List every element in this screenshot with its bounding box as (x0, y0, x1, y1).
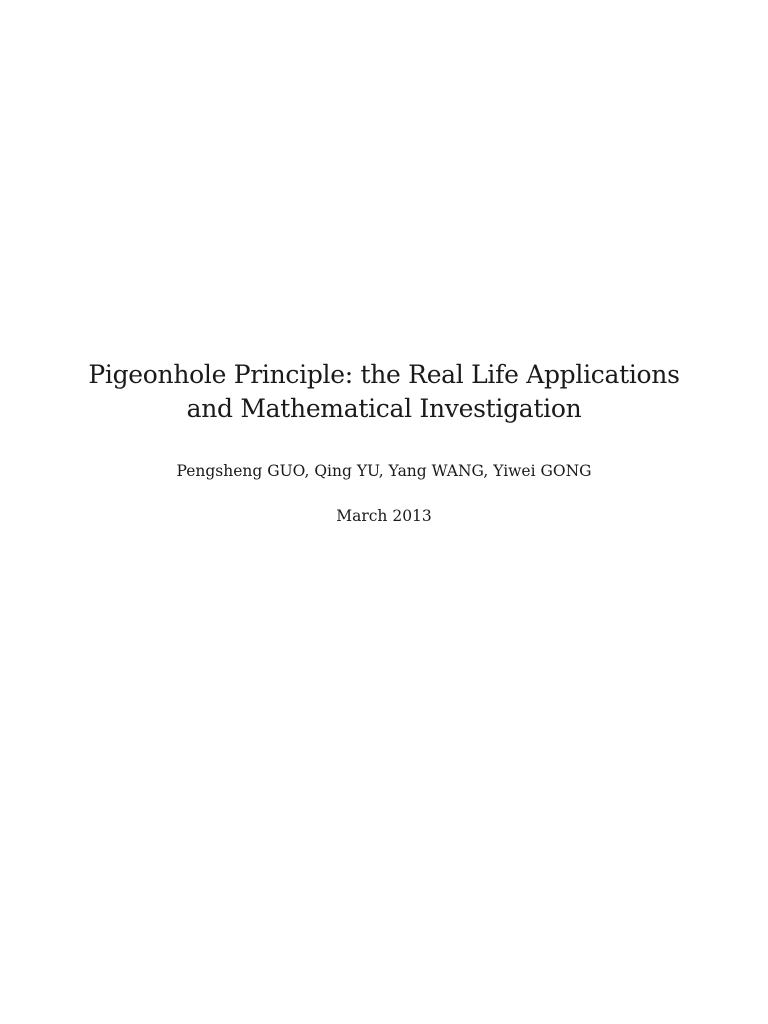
paper-title (0, 358, 768, 426)
author-list: Pengsheng GUO, Qing YU, Yang WANG, Yiwei GONG (176, 462, 592, 480)
title-line-2: and Mathematical Investigation (186, 394, 582, 423)
publication-date: March 2013 (336, 507, 432, 525)
title-line-1: Pigeonhole Principle: the Real Life Applications (88, 360, 680, 389)
